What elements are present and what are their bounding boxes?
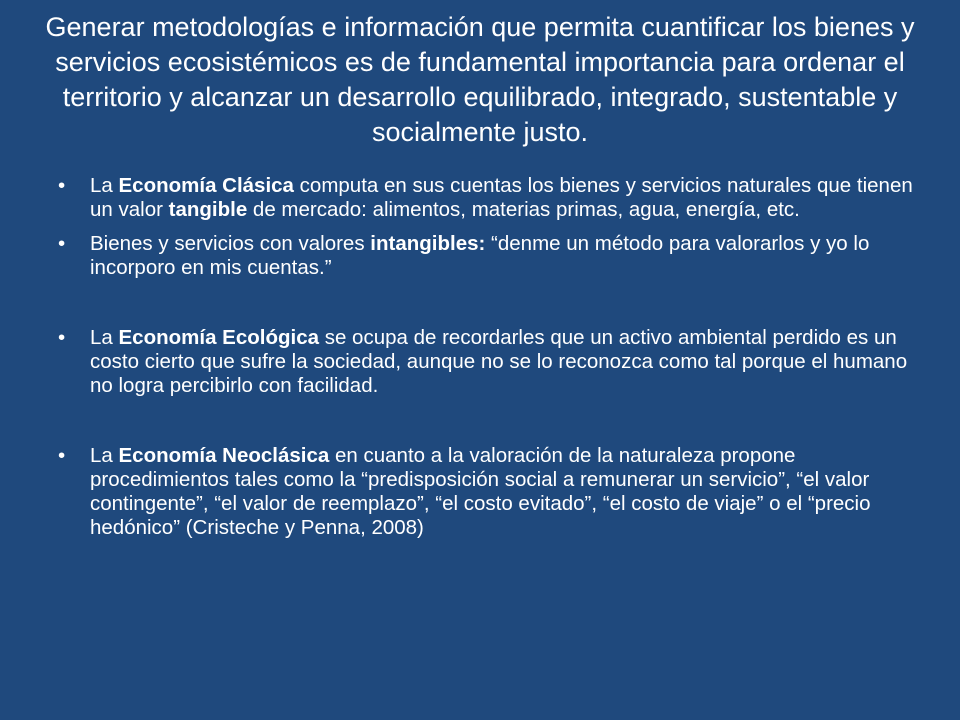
bullet-text: La (90, 326, 119, 349)
bullet-text: computa en sus cuentas los bienes y servicios naturales que tienen un valor (90, 174, 913, 221)
bullet-emphasis: Economía Clásica (118, 174, 294, 197)
bullet-emphasis: Economía Neoclásica (118, 444, 330, 467)
bullet-text: se ocupa de recordarles que un activo ambiental perdido es un costo cierto que sufre la sociedad, aunque no se lo reconozca como tal porque el humano no logra percibirlo con facilidad. (90, 326, 908, 397)
bullet-text: Bienes y servicios con valores (90, 232, 371, 255)
bullet-item-economia-neoclasica (58, 444, 920, 540)
bullet-dot-icon: • (58, 174, 66, 197)
bullet-text: de mercado: alimentos, materias primas, agua, energía, etc. (247, 198, 800, 221)
bullet-dot-icon: • (58, 232, 66, 255)
bullet-dot-icon: • (58, 444, 66, 467)
bullet-item-intangibles (58, 232, 920, 280)
bullet-emphasis: tangible (168, 198, 248, 221)
bullet-item-economia-clasica (58, 174, 920, 222)
bullet-list (58, 170, 920, 540)
bullet-text: en cuanto a la valoración de la naturaleza propone procedimientos tales como la “predisposición social a remunerar un servicio”, “el valor contingente”, “el valor de reemplazo”, “el costo evitado”, “el costo de viaje” o el “precio hedónico” (Cristeche y Penna, 2008) (90, 444, 871, 539)
bullet-item-economia-ecologica (58, 326, 920, 398)
bullet-emphasis: Economía Ecológica (118, 326, 319, 349)
bullet-text: “denme un método para valorarlos y yo lo incorporo en mis cuentas.” (90, 232, 870, 279)
bullet-emphasis: intangibles: (370, 232, 486, 255)
bullet-dot-icon: • (58, 326, 66, 349)
bullet-text: La (90, 174, 119, 197)
bullet-text: La (90, 444, 119, 467)
slide-title: Generar metodologías e información que permita cuantificar los bienes y servicios ecosistémicos es de fundamental importancia para ordenar el territorio y alcanzar un desarrollo equilibrado, integrado, sustentable y socialmente justo. (45, 12, 915, 147)
